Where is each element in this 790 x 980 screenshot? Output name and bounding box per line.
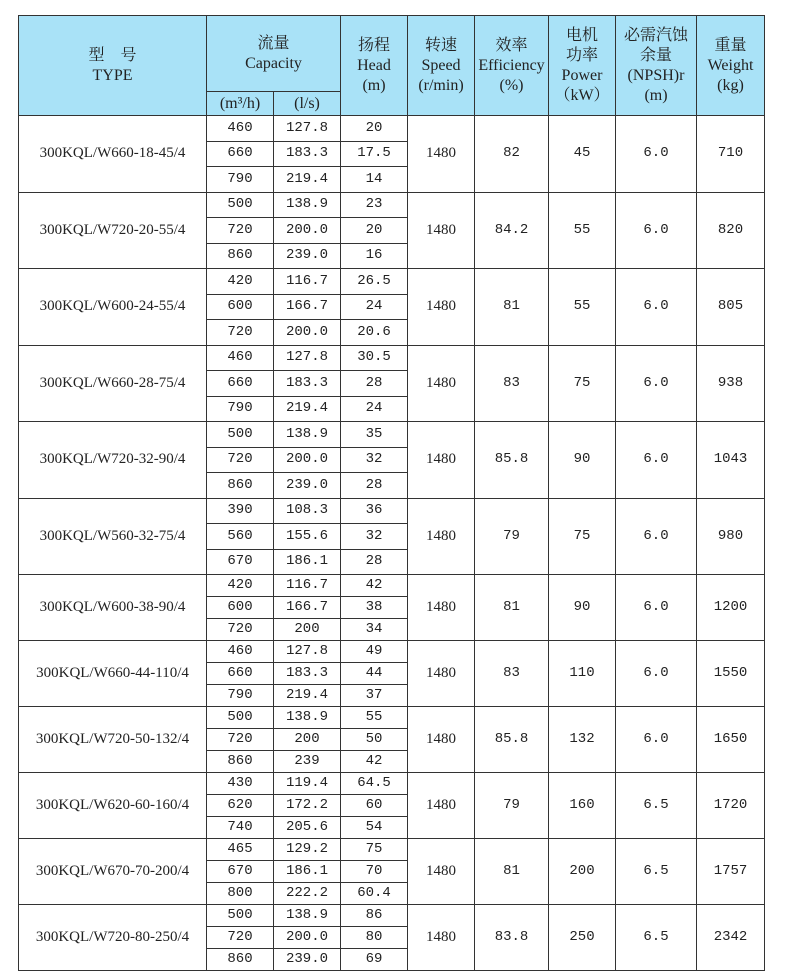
- speed-cell: 1480: [408, 707, 475, 773]
- capacity-ls-cell: 200.0: [274, 320, 341, 346]
- head-cell: 80: [341, 927, 408, 949]
- capacity-m3h-cell: 390: [207, 498, 274, 524]
- capacity-ls-cell: 183.3: [274, 141, 341, 167]
- capacity-ls-cell: 166.7: [274, 294, 341, 320]
- speed-cell: 1480: [408, 269, 475, 346]
- weight-cell: 938: [697, 345, 765, 422]
- weight-cell: 980: [697, 498, 765, 575]
- header-head: 扬程 Head (m): [341, 16, 408, 116]
- table-row: [19, 839, 765, 861]
- head-cell: 17.5: [341, 141, 408, 167]
- capacity-m3h-cell: 860: [207, 473, 274, 499]
- capacity-ls-cell: 129.2: [274, 839, 341, 861]
- table-header: [19, 16, 765, 116]
- capacity-m3h-cell: 670: [207, 861, 274, 883]
- capacity-ls-cell: 200: [274, 729, 341, 751]
- efficiency-cell: 83: [475, 641, 549, 707]
- capacity-ls-cell: 200.0: [274, 447, 341, 473]
- speed-cell: 1480: [408, 498, 475, 575]
- capacity-m3h-cell: 500: [207, 422, 274, 448]
- capacity-m3h-cell: 465: [207, 839, 274, 861]
- capacity-m3h-cell: 600: [207, 597, 274, 619]
- efficiency-cell: 85.8: [475, 707, 549, 773]
- capacity-m3h-cell: 460: [207, 345, 274, 371]
- speed-cell: 1480: [408, 905, 475, 971]
- header-power: 电机 功率 Power （kW）: [549, 16, 616, 116]
- efficiency-cell: 81: [475, 575, 549, 641]
- head-cell: 30.5: [341, 345, 408, 371]
- speed-cell: 1480: [408, 192, 475, 269]
- table-row: [19, 422, 765, 448]
- capacity-m3h-cell: 790: [207, 396, 274, 422]
- header-capacity: 流量 Capacity: [207, 16, 341, 92]
- table-row: [19, 905, 765, 927]
- capacity-m3h-cell: 720: [207, 619, 274, 641]
- npsh-cell: 6.0: [616, 498, 697, 575]
- header-capacity-ls: (l/s): [274, 92, 341, 116]
- table-row: [19, 707, 765, 729]
- capacity-m3h-cell: 860: [207, 949, 274, 971]
- speed-cell: 1480: [408, 422, 475, 499]
- head-cell: 69: [341, 949, 408, 971]
- capacity-ls-cell: 200: [274, 619, 341, 641]
- head-cell: 16: [341, 243, 408, 269]
- head-cell: 49: [341, 641, 408, 663]
- capacity-ls-cell: 205.6: [274, 817, 341, 839]
- efficiency-cell: 82: [475, 116, 549, 193]
- head-cell: 28: [341, 473, 408, 499]
- capacity-m3h-cell: 660: [207, 141, 274, 167]
- capacity-m3h-cell: 500: [207, 707, 274, 729]
- power-cell: 110: [549, 641, 616, 707]
- npsh-cell: 6.5: [616, 839, 697, 905]
- power-cell: 55: [549, 192, 616, 269]
- capacity-m3h-cell: 420: [207, 575, 274, 597]
- capacity-ls-cell: 127.8: [274, 116, 341, 142]
- model-type-cell: 300KQL/W720-20-55/4: [19, 192, 207, 269]
- capacity-m3h-cell: 500: [207, 905, 274, 927]
- capacity-m3h-cell: 430: [207, 773, 274, 795]
- header-capacity-m3h: (m³/h): [207, 92, 274, 116]
- table-row: [19, 269, 765, 295]
- head-cell: 20: [341, 116, 408, 142]
- capacity-ls-cell: 108.3: [274, 498, 341, 524]
- head-cell: 32: [341, 524, 408, 550]
- capacity-m3h-cell: 420: [207, 269, 274, 295]
- capacity-ls-cell: 239: [274, 751, 341, 773]
- capacity-m3h-cell: 620: [207, 795, 274, 817]
- efficiency-cell: 81: [475, 269, 549, 346]
- model-type-cell: 300KQL/W720-50-132/4: [19, 707, 207, 773]
- weight-cell: 1720: [697, 773, 765, 839]
- head-cell: 38: [341, 597, 408, 619]
- capacity-m3h-cell: 500: [207, 192, 274, 218]
- weight-cell: 1757: [697, 839, 765, 905]
- table-row: [19, 192, 765, 218]
- model-type-cell: 300KQL/W660-44-110/4: [19, 641, 207, 707]
- capacity-m3h-cell: 460: [207, 641, 274, 663]
- power-cell: 90: [549, 422, 616, 499]
- capacity-ls-cell: 239.0: [274, 243, 341, 269]
- capacity-ls-cell: 166.7: [274, 597, 341, 619]
- power-cell: 55: [549, 269, 616, 346]
- capacity-m3h-cell: 720: [207, 320, 274, 346]
- head-cell: 44: [341, 663, 408, 685]
- npsh-cell: 6.0: [616, 345, 697, 422]
- model-type-cell: 300KQL/W720-80-250/4: [19, 905, 207, 971]
- capacity-m3h-cell: 740: [207, 817, 274, 839]
- capacity-ls-cell: 127.8: [274, 345, 341, 371]
- npsh-cell: 6.5: [616, 905, 697, 971]
- capacity-m3h-cell: 600: [207, 294, 274, 320]
- model-type-cell: 300KQL/W720-32-90/4: [19, 422, 207, 499]
- efficiency-cell: 81: [475, 839, 549, 905]
- weight-cell: 805: [697, 269, 765, 346]
- head-cell: 60: [341, 795, 408, 817]
- npsh-cell: 6.0: [616, 707, 697, 773]
- capacity-m3h-cell: 790: [207, 167, 274, 193]
- power-cell: 75: [549, 345, 616, 422]
- head-cell: 54: [341, 817, 408, 839]
- capacity-m3h-cell: 460: [207, 116, 274, 142]
- capacity-m3h-cell: 720: [207, 447, 274, 473]
- speed-cell: 1480: [408, 116, 475, 193]
- head-cell: 24: [341, 396, 408, 422]
- weight-cell: 820: [697, 192, 765, 269]
- head-cell: 14: [341, 167, 408, 193]
- capacity-ls-cell: 138.9: [274, 192, 341, 218]
- npsh-cell: 6.0: [616, 575, 697, 641]
- power-cell: 75: [549, 498, 616, 575]
- capacity-ls-cell: 138.9: [274, 707, 341, 729]
- weight-cell: 1650: [697, 707, 765, 773]
- efficiency-cell: 79: [475, 773, 549, 839]
- capacity-m3h-cell: 670: [207, 549, 274, 575]
- head-cell: 86: [341, 905, 408, 927]
- capacity-ls-cell: 200.0: [274, 927, 341, 949]
- capacity-m3h-cell: 790: [207, 685, 274, 707]
- speed-cell: 1480: [408, 773, 475, 839]
- table-body: [19, 116, 765, 971]
- head-cell: 20.6: [341, 320, 408, 346]
- capacity-ls-cell: 172.2: [274, 795, 341, 817]
- head-cell: 28: [341, 549, 408, 575]
- table-row: [19, 345, 765, 371]
- speed-cell: 1480: [408, 575, 475, 641]
- weight-cell: 1043: [697, 422, 765, 499]
- capacity-ls-cell: 219.4: [274, 396, 341, 422]
- model-type-cell: 300KQL/W670-70-200/4: [19, 839, 207, 905]
- npsh-cell: 6.0: [616, 116, 697, 193]
- capacity-ls-cell: 222.2: [274, 883, 341, 905]
- head-cell: 37: [341, 685, 408, 707]
- power-cell: 45: [549, 116, 616, 193]
- capacity-m3h-cell: 860: [207, 243, 274, 269]
- speed-cell: 1480: [408, 641, 475, 707]
- table-row: [19, 575, 765, 597]
- head-cell: 32: [341, 447, 408, 473]
- efficiency-cell: 83.8: [475, 905, 549, 971]
- npsh-cell: 6.5: [616, 773, 697, 839]
- speed-cell: 1480: [408, 345, 475, 422]
- head-cell: 42: [341, 751, 408, 773]
- npsh-cell: 6.0: [616, 641, 697, 707]
- capacity-ls-cell: 200.0: [274, 218, 341, 244]
- head-cell: 60.4: [341, 883, 408, 905]
- head-cell: 70: [341, 861, 408, 883]
- table-row: [19, 498, 765, 524]
- head-cell: 35: [341, 422, 408, 448]
- head-cell: 36: [341, 498, 408, 524]
- table-row: [19, 773, 765, 795]
- power-cell: 250: [549, 905, 616, 971]
- table-row: [19, 641, 765, 663]
- weight-cell: 2342: [697, 905, 765, 971]
- capacity-ls-cell: 116.7: [274, 269, 341, 295]
- capacity-m3h-cell: 800: [207, 883, 274, 905]
- power-cell: 160: [549, 773, 616, 839]
- capacity-ls-cell: 155.6: [274, 524, 341, 550]
- capacity-m3h-cell: 660: [207, 371, 274, 397]
- capacity-ls-cell: 186.1: [274, 549, 341, 575]
- capacity-m3h-cell: 720: [207, 218, 274, 244]
- capacity-m3h-cell: 720: [207, 927, 274, 949]
- model-type-cell: 300KQL/W620-60-160/4: [19, 773, 207, 839]
- model-type-cell: 300KQL/W600-24-55/4: [19, 269, 207, 346]
- table-row: [19, 116, 765, 142]
- head-cell: 75: [341, 839, 408, 861]
- header-type: 型 号 TYPE: [19, 16, 207, 116]
- header-efficiency: 效率 Efficiency (%): [475, 16, 549, 116]
- npsh-cell: 6.0: [616, 192, 697, 269]
- capacity-ls-cell: 239.0: [274, 949, 341, 971]
- efficiency-cell: 85.8: [475, 422, 549, 499]
- weight-cell: 710: [697, 116, 765, 193]
- efficiency-cell: 84.2: [475, 192, 549, 269]
- efficiency-cell: 83: [475, 345, 549, 422]
- power-cell: 200: [549, 839, 616, 905]
- capacity-m3h-cell: 720: [207, 729, 274, 751]
- capacity-ls-cell: 239.0: [274, 473, 341, 499]
- model-type-cell: 300KQL/W600-38-90/4: [19, 575, 207, 641]
- header-speed: 转速 Speed (r/min): [408, 16, 475, 116]
- head-cell: 42: [341, 575, 408, 597]
- capacity-m3h-cell: 560: [207, 524, 274, 550]
- capacity-ls-cell: 138.9: [274, 905, 341, 927]
- header-npsh: 必需汽蚀 余量 (NPSH)r (m): [616, 16, 697, 116]
- pump-spec-table: [18, 15, 765, 971]
- capacity-m3h-cell: 660: [207, 663, 274, 685]
- capacity-m3h-cell: 860: [207, 751, 274, 773]
- capacity-ls-cell: 186.1: [274, 861, 341, 883]
- model-type-cell: 300KQL/W660-28-75/4: [19, 345, 207, 422]
- weight-cell: 1550: [697, 641, 765, 707]
- capacity-ls-cell: 219.4: [274, 167, 341, 193]
- power-cell: 132: [549, 707, 616, 773]
- model-type-cell: 300KQL/W660-18-45/4: [19, 116, 207, 193]
- head-cell: 64.5: [341, 773, 408, 795]
- npsh-cell: 6.0: [616, 269, 697, 346]
- capacity-ls-cell: 219.4: [274, 685, 341, 707]
- speed-cell: 1480: [408, 839, 475, 905]
- head-cell: 20: [341, 218, 408, 244]
- head-cell: 50: [341, 729, 408, 751]
- capacity-ls-cell: 127.8: [274, 641, 341, 663]
- header-weight: 重量 Weight (kg): [697, 16, 765, 116]
- capacity-ls-cell: 119.4: [274, 773, 341, 795]
- npsh-cell: 6.0: [616, 422, 697, 499]
- weight-cell: 1200: [697, 575, 765, 641]
- head-cell: 34: [341, 619, 408, 641]
- capacity-ls-cell: 138.9: [274, 422, 341, 448]
- head-cell: 23: [341, 192, 408, 218]
- capacity-ls-cell: 183.3: [274, 663, 341, 685]
- head-cell: 26.5: [341, 269, 408, 295]
- head-cell: 55: [341, 707, 408, 729]
- head-cell: 28: [341, 371, 408, 397]
- model-type-cell: 300KQL/W560-32-75/4: [19, 498, 207, 575]
- capacity-ls-cell: 116.7: [274, 575, 341, 597]
- power-cell: 90: [549, 575, 616, 641]
- capacity-ls-cell: 183.3: [274, 371, 341, 397]
- head-cell: 24: [341, 294, 408, 320]
- efficiency-cell: 79: [475, 498, 549, 575]
